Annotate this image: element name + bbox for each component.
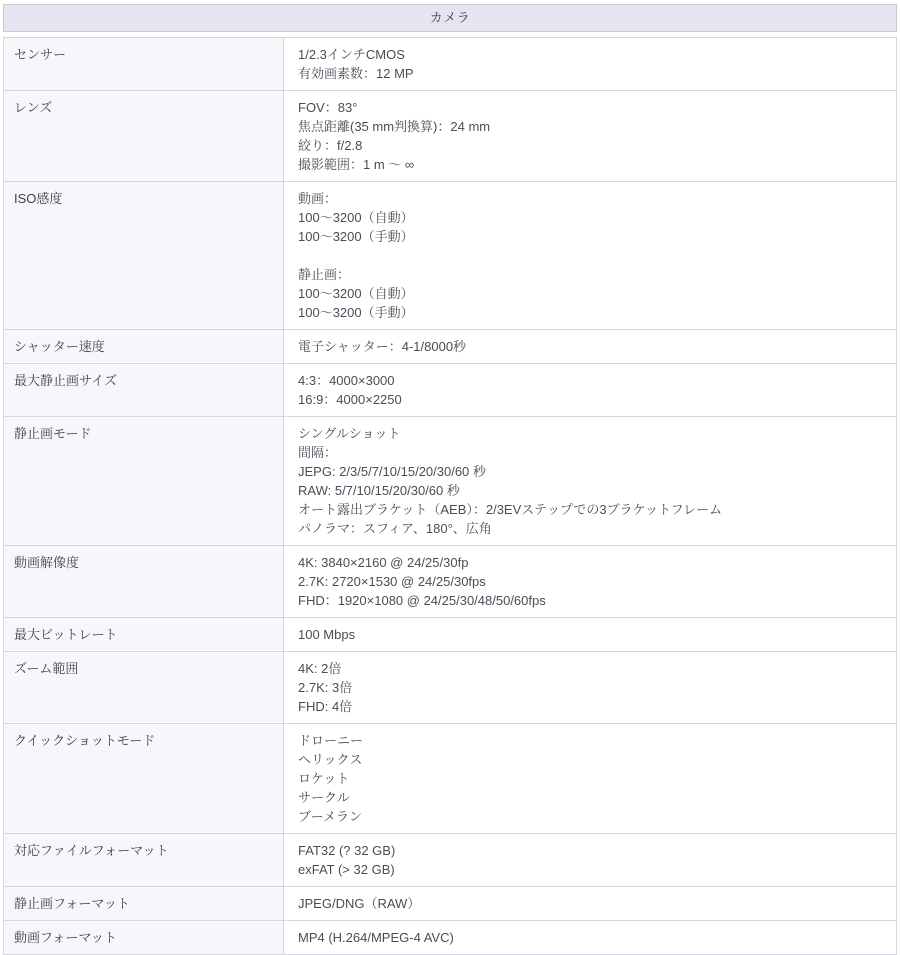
- spec-value-line: サークル: [298, 790, 350, 805]
- spec-row: [4, 417, 897, 546]
- camera-spec-header: カメラ: [3, 4, 897, 32]
- spec-value-line: FAT32 (? 32 GB): [298, 843, 396, 858]
- spec-value-line: 絞り：f/2.8: [298, 138, 363, 153]
- spec-label-cell: シャッター速度: [4, 330, 284, 364]
- spec-value-cell: [284, 364, 897, 417]
- spec-value-line: exFAT (> 32 GB): [298, 862, 395, 877]
- spec-value-cell: [284, 834, 897, 887]
- spec-value-line: 4K: 2倍: [298, 661, 342, 676]
- spec-value-cell: [284, 417, 897, 546]
- spec-row: [4, 724, 897, 834]
- spec-value-line: 動画：: [298, 191, 338, 206]
- spec-value-line: ブーメラン: [298, 809, 362, 824]
- spec-row: [4, 91, 897, 182]
- spec-value-line: 1/2.3インチCMOS: [298, 47, 405, 62]
- spec-row: [4, 887, 897, 921]
- spec-value-line: 撮影範囲：1 m ～ ∞: [298, 157, 415, 172]
- spec-value-line: 2.7K: 3倍: [298, 680, 353, 695]
- spec-row: [4, 364, 897, 417]
- spec-row: [4, 834, 897, 887]
- spec-value-cell: [284, 38, 897, 91]
- spec-value-cell: [284, 330, 897, 364]
- spec-row: [4, 618, 897, 652]
- spec-label-cell: 動画解像度: [4, 546, 284, 618]
- camera-spec-table: [3, 37, 897, 955]
- spec-row: [4, 546, 897, 618]
- spec-table-body: [4, 38, 897, 955]
- spec-value-line: JPEG/DNG（RAW）: [298, 896, 421, 911]
- spec-label-cell: 静止画フォーマット: [4, 887, 284, 921]
- spec-label-cell: センサー: [4, 38, 284, 91]
- spec-label-cell: ズーム範囲: [4, 652, 284, 724]
- spec-value-cell: [284, 182, 897, 330]
- spec-value-line: 4:3：4000×3000: [298, 373, 395, 388]
- spec-value-cell: [284, 652, 897, 724]
- spec-value-line: ドローニー: [298, 733, 364, 748]
- spec-value-line: パノラマ：スフィア、180°、広角: [298, 521, 492, 536]
- spec-value-cell: [284, 724, 897, 834]
- spec-label-cell: 最大ビットレート: [4, 618, 284, 652]
- spec-value-line: 有効画素数：12 MP: [298, 66, 414, 81]
- spec-value-line: 100～3200（手動）: [298, 305, 414, 320]
- spec-value-line: FOV：83°: [298, 100, 358, 115]
- spec-label-cell: クイックショットモード: [4, 724, 284, 834]
- spec-value-line: ヘリックス: [298, 752, 363, 767]
- spec-value-line: 間隔：: [298, 445, 338, 460]
- spec-value-cell: [284, 618, 897, 652]
- spec-label-cell: 最大静止画サイズ: [4, 364, 284, 417]
- spec-value-line: FHD: 4倍: [298, 699, 353, 714]
- spec-value-cell: [284, 921, 897, 955]
- spec-value-line: 16:9：4000×2250: [298, 392, 402, 407]
- spec-value-line: 100～3200（自動）: [298, 286, 414, 301]
- spec-value-line: 100 Mbps: [298, 627, 356, 642]
- spec-value-line: ロケット: [298, 771, 350, 786]
- spec-value-line: FHD：1920×1080 @ 24/25/30/48/50/60fps: [298, 593, 546, 608]
- spec-value-line: MP4 (H.264/MPEG-4 AVC): [298, 930, 454, 945]
- spec-value-cell: [284, 887, 897, 921]
- spec-label-cell: レンズ: [4, 91, 284, 182]
- spec-row: [4, 921, 897, 955]
- spec-value-cell: [284, 91, 897, 182]
- spec-value-cell: [284, 546, 897, 618]
- spec-value-line: RAW: 5/7/10/15/20/30/60 秒: [298, 483, 460, 498]
- spec-value-line: 4K: 3840×2160 @ 24/25/30fp: [298, 555, 469, 570]
- spec-value-line: 焦点距離(35 mm判換算)：24 mm: [298, 119, 491, 134]
- spec-value-line: 100～3200（自動）: [298, 210, 414, 225]
- spec-value-line: オート露出ブラケット（AEB）：2/3EVステップでの3ブラケットフレーム: [298, 502, 723, 517]
- spec-label-cell: 対応ファイルフォーマット: [4, 834, 284, 887]
- spec-label-cell: 静止画モード: [4, 417, 284, 546]
- spec-label-cell: 動画フォーマット: [4, 921, 284, 955]
- spec-row: [4, 182, 897, 330]
- spec-value-line: シングルショット: [298, 426, 401, 441]
- spec-value-line: JEPG: 2/3/5/7/10/15/20/30/60 秒: [298, 464, 486, 479]
- spec-row: [4, 652, 897, 724]
- spec-value-line: 100～3200（手動）: [298, 229, 414, 244]
- spec-label-cell: ISO感度: [4, 182, 284, 330]
- spec-value-line: 電子シャッター：4-1/8000秒: [298, 339, 467, 354]
- spec-row: [4, 330, 897, 364]
- spec-value-line: 静止画：: [298, 267, 351, 282]
- spec-value-line: [298, 246, 882, 265]
- spec-row: [4, 38, 897, 91]
- spec-value-line: 2.7K: 2720×1530 @ 24/25/30fps: [298, 574, 486, 589]
